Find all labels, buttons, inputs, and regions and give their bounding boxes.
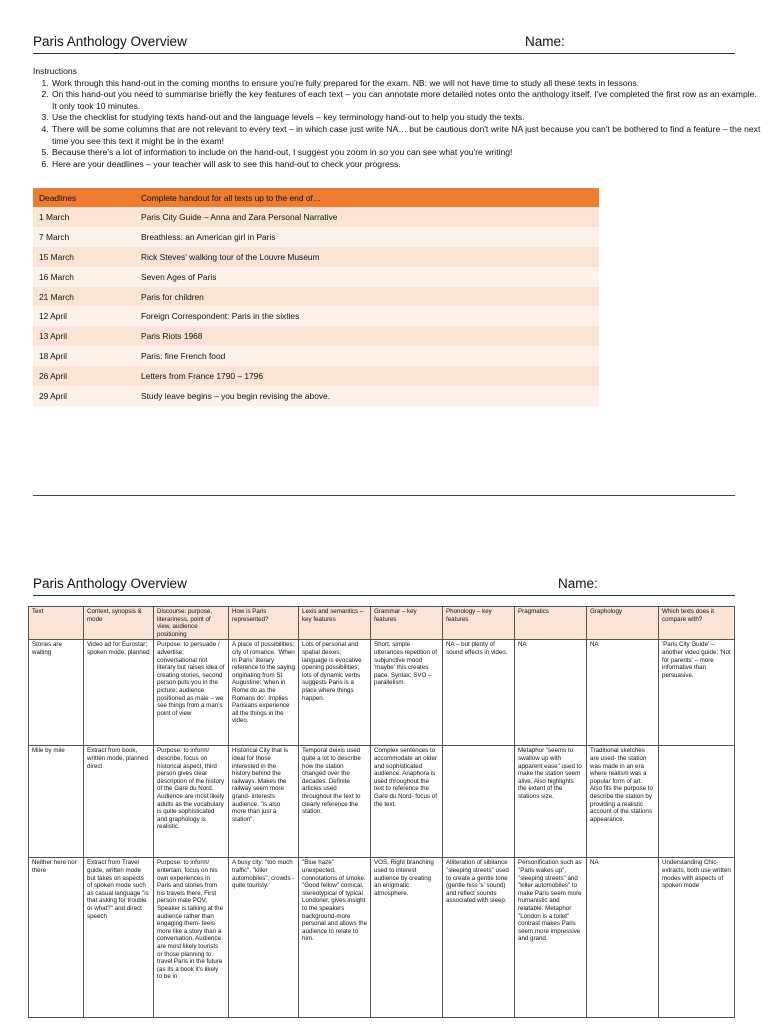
instruction-item: 2. On this hand-out you need to summarise briefly the key features of each text – you can annotate more detailed notes onto the anthology itself. I've completed the first row as an example. It only took 10 minutes. (51, 89, 763, 112)
deadline-row (33, 306, 599, 326)
overview-cell: NA – but plenty of sound effects in video. (443, 640, 515, 746)
deadline-row (33, 227, 599, 247)
deadline-date: 13 April (33, 326, 135, 346)
deadline-row (33, 366, 599, 386)
deadline-task: Paris: fine French food (135, 346, 599, 366)
overview-header-cell: Which texts does it compare with? (659, 607, 735, 640)
page1-title-rule (33, 53, 735, 54)
page2-title-rule (33, 595, 735, 596)
instructions-list (33, 78, 763, 171)
overview-cell: Lots of personal and spatial deixes; language is evocative opening possibilities; lots of dynamic verbs suggests Paris is a place where things happen. (299, 640, 371, 746)
overview-cell: Extract from book, written mode, planned direct (84, 746, 154, 858)
page2-name-label: Name: (558, 576, 598, 591)
deadline-date: 7 March (33, 227, 135, 247)
instructions-heading: Instructions (33, 66, 77, 76)
overview-row (29, 746, 735, 858)
page2-title: Paris Anthology Overview (33, 576, 187, 591)
deadline-row (33, 287, 599, 307)
overview-cell: NA (515, 640, 587, 746)
deadline-task: Paris Riots 1968 (135, 326, 599, 346)
deadline-task: Seven Ages of Paris (135, 267, 599, 287)
instruction-item: 5. Because there's a lot of information to include on the hand-out, I suggest you zoom in so you can see what you're writing! (51, 147, 763, 159)
overview-cell: Metaphor "seems to swallow up with apparent ease" used to make the station seem alive. Also highlights the extent of the stations size. (515, 746, 587, 858)
overview-cell: Stories are waiting (29, 640, 84, 746)
overview-cell: A place of possibilities; city of romance. 'When in Paris' literary reference to the saying originating from St Augustine: 'when in Rome do as the Romans do'. Implies Parisians experience all the things in the video. (229, 640, 299, 746)
overview-cell: A busy city: "too much traffic", "killer automobiles", crowds -quite touristy. (229, 858, 299, 1018)
overview-cell: Historical City that is ideal for those interested in the history behind the railways. Makes the railway seem more grand- interests audience. "is also more than just a station". (229, 746, 299, 858)
overview-header-row (29, 607, 735, 640)
page-separator (33, 495, 735, 496)
overview-cell: Video ad for Eurostar; spoken mode, planned (84, 640, 154, 746)
deadlines-header-row (33, 188, 599, 207)
overview-cell: Mile by mile (29, 746, 84, 858)
deadline-task: Letters from France 1790 – 1796 (135, 366, 599, 386)
overview-cell: Extract from Travel guide, written mode but takes on aspects of spoken mode such as casual language "is that asking for trouble or what?" and direct speech (84, 858, 154, 1018)
overview-row (29, 858, 735, 1018)
overview-cell: Purpose: to inform/ entertain, focus on his own experiences in Paris and stories from his travels there, First person male POV, Speaker is talking at the audience rather than engaging them- feels more like a story than a conversation, Audience are most likely tourists or those planning to travel Paris in the future (as its a book it's likely to be in (154, 858, 229, 1018)
deadline-row (33, 267, 599, 287)
overview-header-cell: Lexis and semantics – key features (299, 607, 371, 640)
instruction-item: 4. There will be some columns that are not relevant to every text – in which case just write NA… but be cautious don't write NA just because you can't be bothered to find a feature – the next time you see this text it might be in the exam! (51, 124, 763, 147)
overview-cell: Purpose: to inform/ describe, focus on historical aspect, third person gives clear description of the history of the Gare du Nord. Audience are most likely adults as the vocabulary is quite sophisticated and graphology is realistic. (154, 746, 229, 858)
instruction-item: 1. Work through this hand-out in the coming months to ensure you're fully prepared for the exam. NB: we will not have time to study all these texts in lessons. (51, 78, 763, 90)
overview-header-cell: Phonology – key features (443, 607, 515, 640)
overview-header-cell: Context, synopsis & mode (84, 607, 154, 640)
deadlines-header-cell: Complete handout for all texts up to the end of… (135, 188, 599, 207)
page1-header (33, 34, 735, 52)
overview-cell: VOS, Right branching used to interest audience by creating an enigmatic atmosphere. (371, 858, 443, 1018)
deadline-date: 21 March (33, 287, 135, 307)
overview-header-cell: Pragmatics (515, 607, 587, 640)
overview-cell: Short, simple utterances repetition of subjunctive mood 'maybe' this creates pace. Syntax: SVO – parallelism. (371, 640, 443, 746)
deadline-date: 16 March (33, 267, 135, 287)
overview-row (29, 640, 735, 746)
deadline-row (33, 247, 599, 267)
deadline-task: Foreign Correspondent: Paris in the sixties (135, 306, 599, 326)
overview-cell: Purpose: to persuade / advertise; conversational not literary but raises idea of creating stories, second person puts you in the picture; audience positioned as male – we see things from a man's point of view (154, 640, 229, 746)
overview-header-cell: Graphology (587, 607, 659, 640)
overview-cell: "Blue haze" unexpected, connotations of smoke. "Good fellow" comical, stereotypical of typical Londoner, gives insight to the speakers background-more personal and allows the audience to relate to him. (299, 858, 371, 1018)
overview-table (28, 606, 735, 1018)
overview-cell (659, 746, 735, 858)
overview-cell: Complex sentences to accommodate an older and sophisticated audience. Anaphora is used throughout the text to reference the Gare du Nord- focus of the text. (371, 746, 443, 858)
deadline-row (33, 386, 599, 406)
deadline-task: Breathless: an American girl in Paris (135, 227, 599, 247)
overview-cell: NA (587, 640, 659, 746)
deadline-date: 29 April (33, 386, 135, 406)
deadline-date: 1 March (33, 207, 135, 227)
overview-cell: Alliteration of sibilance "sleeping streets" used to create a gentle tone (gentle hiss 's' sound) and reflect sounds associated with sleep. (443, 858, 515, 1018)
deadline-row (33, 326, 599, 346)
overview-cell: Understanding Chic- extracts, both use written modes with aspects of spoken mode (659, 858, 735, 1018)
overview-header-cell: Grammar – key features (371, 607, 443, 640)
overview-cell (443, 746, 515, 858)
deadline-task: Rick Steves' walking tour of the Louvre Museum (135, 247, 599, 267)
deadlines-table (33, 188, 599, 406)
deadlines-header-cell: Deadlines (33, 188, 135, 207)
deadline-date: 26 April (33, 366, 135, 386)
deadline-date: 12 April (33, 306, 135, 326)
overview-cell: 'Paris City Guide' – another video guide; 'Not for parents' – more informative than persuasive. (659, 640, 735, 746)
overview-header-cell: Text (29, 607, 84, 640)
page1-title: Paris Anthology Overview (33, 34, 187, 49)
instruction-item: 3. Use the checklist for studying texts hand-out and the language levels – key terminology hand-out to help you study the texts. (51, 112, 763, 124)
deadline-date: 18 April (33, 346, 135, 366)
overview-cell: Traditional sketches are used- the station was made in an era where realism was a popular form of art. Also fits the purpose to describe the station by providing a realistic account of the stations appearance. (587, 746, 659, 858)
overview-cell: Neither here nor there (29, 858, 84, 1018)
deadline-row (33, 346, 599, 366)
instruction-item: 6. Here are your deadlines – your teacher will ask to see this hand-out to check your progress. (51, 159, 763, 171)
instructions-block (33, 66, 763, 170)
deadline-task: Study leave begins – you begin revising the above. (135, 386, 599, 406)
overview-cell: Temporal deixis used quite a lot to describe how the station changed over the decades. Definite articles used throughout the text to clearly reference the station. (299, 746, 371, 858)
overview-cell: NA (587, 858, 659, 1018)
page2-header (33, 576, 735, 594)
overview-header-cell: How is Paris represented? (229, 607, 299, 640)
deadline-date: 15 March (33, 247, 135, 267)
deadline-task: Paris for children (135, 287, 599, 307)
overview-cell: Personification such as "Paris wakes up", "sleeping streets" and "killer automobiles" to make Paris seem more humanistic and relatable. Metaphor "London is a toilet" contrast makes Paris seem more impressive and grand. (515, 858, 587, 1018)
deadline-task: Paris City Guide – Anna and Zara Personal Narrative (135, 207, 599, 227)
page1-name-label: Name: (525, 34, 565, 49)
overview-header-cell: Discourse: purpose, literariness, point of view, audience positioning (154, 607, 229, 640)
deadline-row (33, 207, 599, 227)
